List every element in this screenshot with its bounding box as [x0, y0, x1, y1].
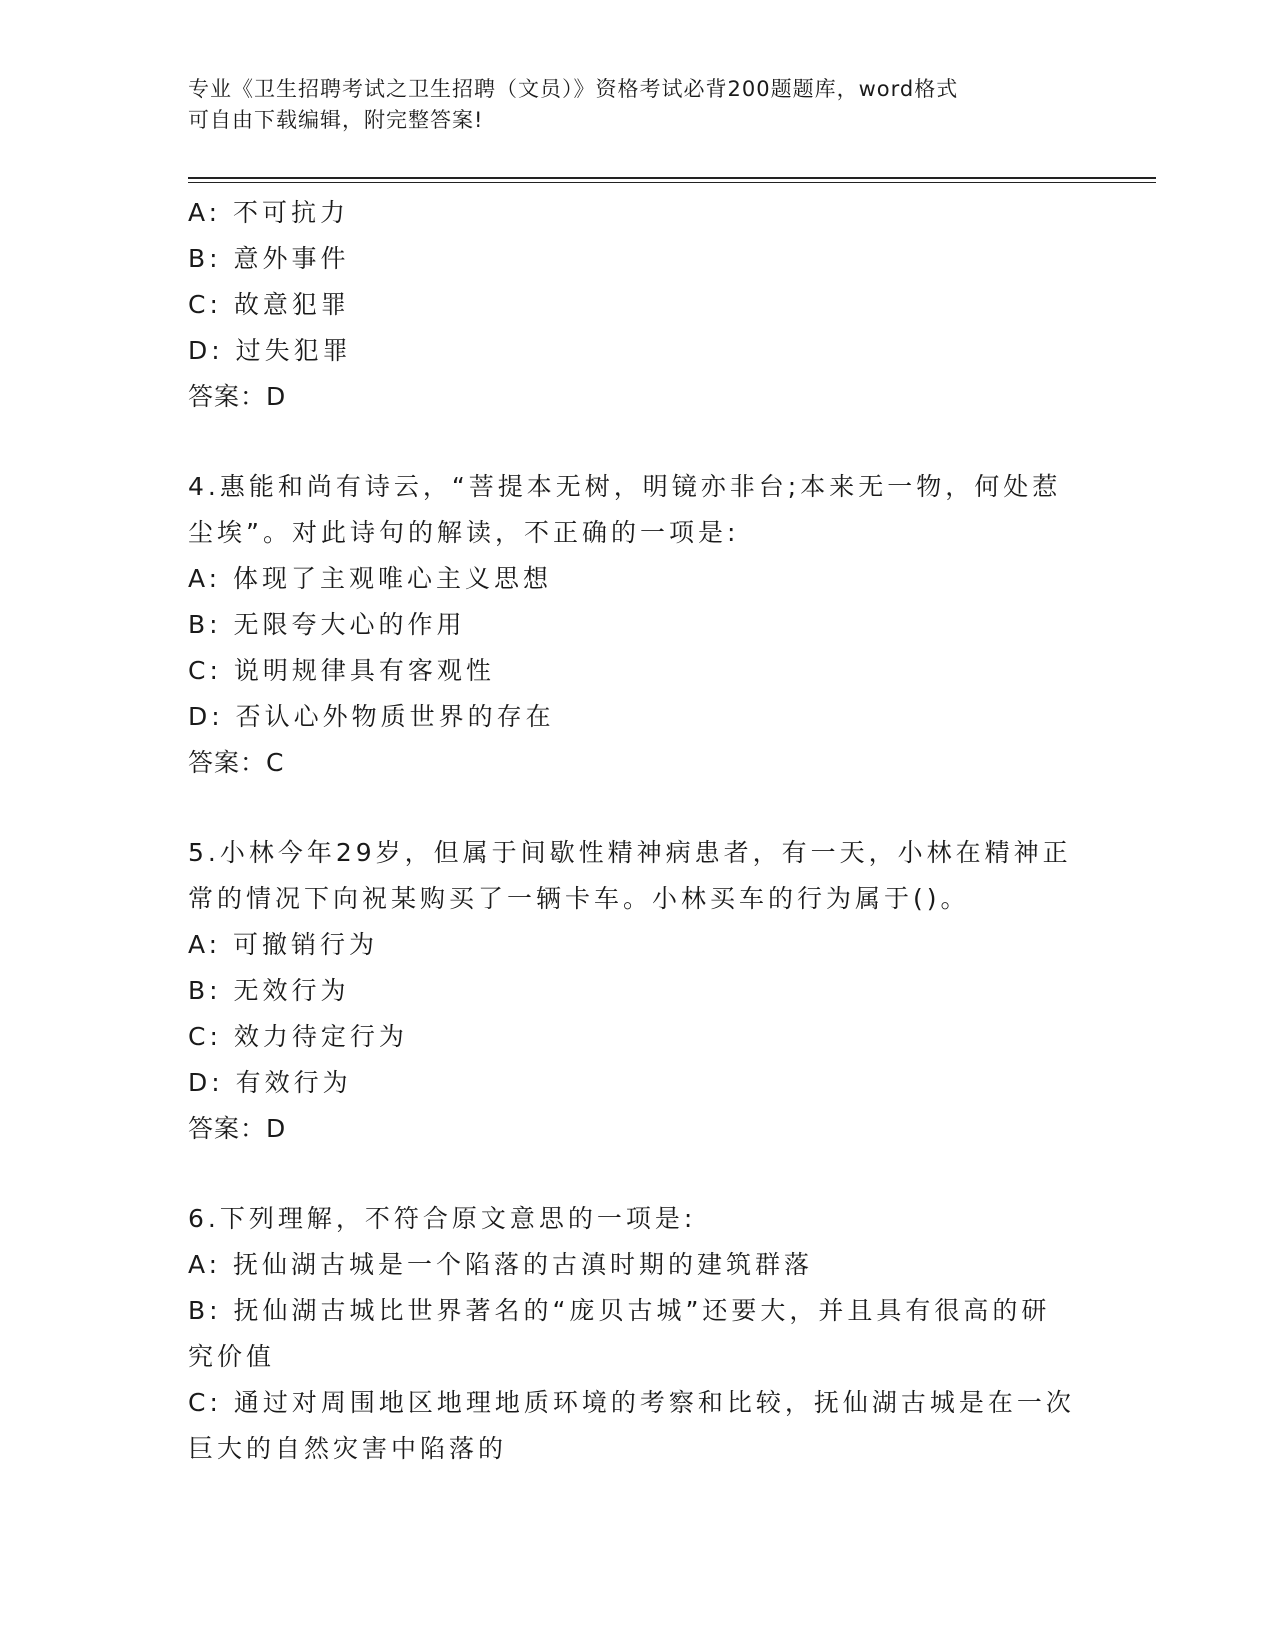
q3-option-c: C: 故意犯罪 [188, 290, 350, 319]
q4-option-a: A: 体现了主观唯心主义思想 [188, 564, 553, 593]
question-5 [188, 830, 1083, 1152]
q6-option-b-line1: B: 抚仙湖古城比世界著名的“庞贝古城”还要大，并且具有很高的研 [188, 1296, 1051, 1325]
q5-option-b: B: 无效行为 [188, 976, 350, 1005]
spacer [188, 420, 1083, 464]
question-6 [188, 1196, 1083, 1472]
q6-option-c-line2: 巨大的自然灾害中陷落的 [188, 1434, 508, 1463]
document-body [188, 190, 1083, 1472]
header-title-line2: 可自由下载编辑，附完整答案! [188, 108, 484, 132]
q5-stem-line1: 5.小林今年29岁，但属于间歇性精神病患者，有一天，小林在精神正 [188, 838, 1072, 867]
q3-option-b: B: 意外事件 [188, 244, 350, 273]
q6-option-c-line1: C: 通过对周围地区地理地质环境的考察和比较，抚仙湖古城是在一次 [188, 1388, 1075, 1417]
spacer [188, 1152, 1083, 1196]
question-3 [188, 190, 1083, 420]
q3-option-d: D: 过失犯罪 [188, 336, 352, 365]
q6-option-a: A: 抚仙湖古城是一个陷落的古滇时期的建筑群落 [188, 1250, 814, 1279]
document-header [188, 74, 1088, 136]
header-rule-thin [188, 182, 1156, 183]
q4-option-d: D: 否认心外物质世界的存在 [188, 702, 555, 731]
header-title-line1: 专业《卫生招聘考试之卫生招聘（文员）》资格考试必背200题题库，word格式 [188, 77, 959, 101]
q5-option-d: D: 有效行为 [188, 1068, 352, 1097]
header-rule-thick [188, 177, 1156, 179]
q5-answer: 答案：D [188, 1114, 287, 1143]
q4-stem-line2: 尘埃”。对此诗句的解读，不正确的一项是: [188, 518, 740, 547]
q5-option-a: A: 可撤销行为 [188, 930, 379, 959]
question-4 [188, 464, 1083, 786]
q5-option-c: C: 效力待定行为 [188, 1022, 408, 1051]
q4-stem-line1: 4.惠能和尚有诗云，“菩提本无树，明镜亦非台;本来无一物，何处惹 [188, 472, 1062, 501]
q4-option-c: C: 说明规律具有客观性 [188, 656, 495, 685]
q3-answer: 答案：D [188, 382, 287, 411]
q4-answer: 答案：C [188, 748, 285, 777]
q3-option-a: A: 不可抗力 [188, 198, 350, 227]
spacer [188, 786, 1083, 830]
q5-stem-line2: 常的情况下向祝某购买了一辆卡车。小林买车的行为属于()。 [188, 884, 970, 913]
q6-option-b-line2: 究价值 [188, 1342, 276, 1371]
q6-stem-line1: 6.下列理解，不符合原文意思的一项是: [188, 1204, 697, 1233]
q4-option-b: B: 无限夸大心的作用 [188, 610, 466, 639]
